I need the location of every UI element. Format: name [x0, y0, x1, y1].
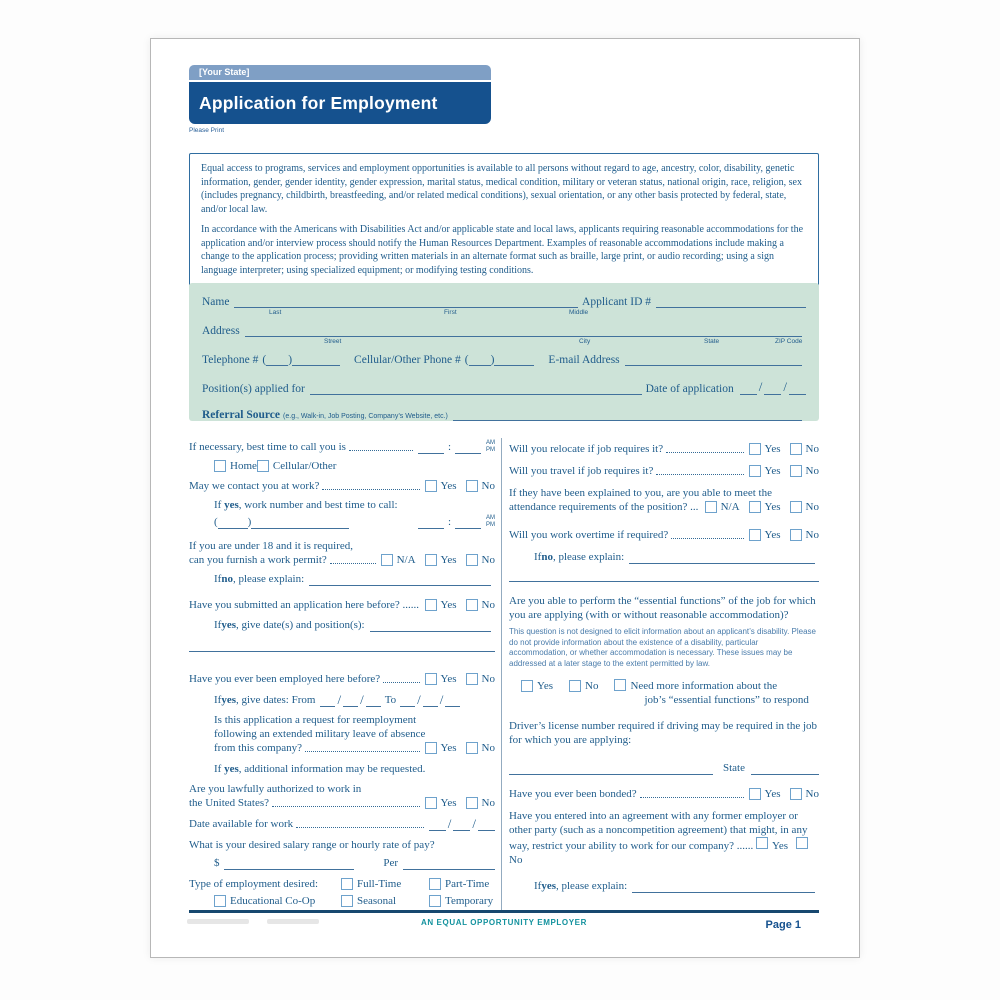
question-authorized: Are you lawfully authorized to work in the United States? Yes No [189, 783, 495, 809]
question-attendance: If they have been explained to you, are you able to meet the attendance requirements of the position? ... N/A Yes No [509, 487, 819, 513]
yes-checkbox[interactable] [749, 501, 761, 513]
temporary-checkbox[interactable] [429, 895, 441, 907]
to-date-field[interactable] [423, 695, 438, 707]
to-date-field[interactable] [445, 695, 460, 707]
application-date-field[interactable] [764, 383, 781, 395]
notice-paragraph-2: In accordance with the Americans with Disabilities Act and/or applicable state and local laws, applicants requiring reasonable accommodations for the application and/or interview process should notify the Human Resources Department. Examples of reasonable accommodations include making a change to the application process; providing written materials in an alternate format such as braille, large print, or audio recording; using a sign language interpreter; using specialized equipment; or modifying testing conditions. [201, 224, 804, 276]
essential-functions-note: This question is not designed to elicit information about an applicant’s disability. Please do not provide information about the existence of a disability, particular accommodation, or whether accommodation is necessary. These issues may be addressed at a later stage to the extent permitted by law. [509, 627, 816, 668]
sublabel-state: State [704, 338, 720, 345]
bold-word: yes [221, 619, 236, 631]
sublabel-zip: ZIP Code [775, 338, 803, 345]
work-best-time-field[interactable] [455, 517, 481, 529]
if-yes-give-dates: If yes , give dates: From / / To / / [189, 693, 495, 707]
colon: : [447, 441, 451, 453]
question-travel: Will you travel if job requires it? Yes No [509, 465, 819, 477]
if-yes-additional-info: If yes, additional information may be requested. [214, 763, 426, 775]
page-number: Page 1 [765, 919, 801, 931]
question-submitted-before: Have you submitted an application here before? ...... Yes No [189, 599, 495, 611]
available-date-field[interactable] [478, 819, 495, 831]
no-checkbox[interactable] [466, 797, 478, 809]
referral-source-hint: (e.g., Walk-in, Job Posting, Company’s Website, etc.) [283, 413, 448, 420]
cellular-label: Cellular/Other Phone # [354, 354, 461, 366]
dot-leader [640, 797, 744, 798]
continuation-line-field[interactable] [509, 580, 819, 582]
dates-positions-field[interactable] [370, 619, 491, 632]
question-text: Have you ever been employed here before? [189, 673, 381, 685]
dot-leader [383, 682, 419, 683]
dot-leader [349, 450, 413, 451]
question-reemployment: Is this application a request for reemployment following an extended military leave of absence from this company? Yes No [214, 714, 495, 754]
if-yes-explain: If yes , please explain: [509, 879, 819, 893]
name-label: Name [202, 296, 230, 308]
explain-field[interactable] [632, 880, 815, 893]
question-essential-functions: Are you able to perform the “essential functions” of the job for which you are applying (with or without reasonable accommodation)? [509, 595, 816, 621]
na-checkbox[interactable] [705, 501, 717, 513]
seasonal-checkbox[interactable] [341, 895, 353, 907]
address-label: Address [202, 325, 240, 337]
best-time-field[interactable] [418, 442, 444, 454]
question-text: Date available for work [189, 818, 294, 830]
am-pm-label: AM PM [486, 440, 495, 453]
yes-checkbox[interactable] [749, 465, 761, 477]
yes-checkbox[interactable] [425, 599, 437, 611]
no-checkbox[interactable] [466, 673, 478, 685]
bold-word: no [541, 551, 553, 563]
home-checkbox[interactable] [214, 460, 226, 472]
question-contact-at-work: May we contact you at work? Yes No [189, 480, 495, 492]
paren: ) [490, 354, 495, 366]
essential-functions-options: Yes No Need more information about the job’s “essential functions” to respond [509, 679, 819, 707]
employment-type-row-1: Type of employment desired: Full-Time Part-Time [189, 878, 490, 890]
no-checkbox[interactable] [790, 501, 802, 513]
state-label: State [723, 762, 745, 774]
explain-field[interactable] [629, 551, 815, 564]
question-work-permit: If you are under 18 and it is required, can you furnish a work permit? N/A Yes No [189, 540, 495, 566]
if-yes-work-number: If yes, work number and best time to call: [214, 499, 398, 511]
yes-checkbox[interactable] [756, 837, 768, 849]
available-date-field[interactable] [453, 819, 470, 831]
license-state-field[interactable] [751, 762, 819, 775]
yes-checkbox[interactable] [521, 680, 533, 692]
best-time-field[interactable] [455, 442, 481, 454]
dot-leader [656, 474, 743, 475]
slash: / [783, 379, 787, 394]
identity-section [189, 283, 819, 421]
question-employed-before: Have you ever been employed here before? Yes No [189, 673, 495, 685]
sublabel-street: Street [324, 338, 342, 345]
yes-checkbox[interactable] [749, 788, 761, 800]
question-relocate: Will you relocate if job requires it? Yes No [509, 443, 819, 455]
dot-leader [305, 751, 420, 752]
salary-amount-field[interactable] [224, 857, 354, 870]
paren: ( [464, 354, 469, 366]
equal-opportunity-employer-text: AN EQUAL OPPORTUNITY EMPLOYER [420, 918, 587, 927]
yes-checkbox[interactable] [425, 480, 437, 492]
no-checkbox[interactable] [790, 788, 802, 800]
name-row [202, 295, 806, 308]
employment-type-label: Type of employment desired: [189, 878, 319, 890]
referral-source-label: Referral Source [202, 409, 281, 421]
if-no-explain: If no , please explain: [509, 550, 819, 564]
question-noncompete: Have you entered into an agreement with any former employer or other party (such as a noncompetition agreement) that might, in any way, restrict your ability to work for our company? ...... Yes No [509, 810, 808, 866]
yes-checkbox[interactable] [425, 742, 437, 754]
sublabel-middle: Middle [569, 309, 589, 316]
question-bonded: Have you ever been bonded? Yes No [509, 788, 819, 800]
full-time-checkbox[interactable] [341, 878, 353, 890]
per-label: Per [383, 857, 398, 869]
need-more-info-checkbox[interactable] [614, 679, 626, 691]
question-text: Will you work overtime if required? [509, 529, 669, 541]
available-date-field[interactable] [429, 819, 446, 831]
salary-fields [189, 856, 495, 870]
yes-checkbox[interactable] [425, 673, 437, 685]
dollar-sign: $ [214, 857, 220, 869]
dot-leader [666, 452, 743, 453]
question-text: May we contact you at work? [189, 480, 320, 492]
yes-checkbox[interactable] [425, 797, 437, 809]
application-date-field[interactable] [789, 383, 806, 395]
no-checkbox[interactable] [466, 554, 478, 566]
sublabel-first: First [444, 309, 457, 316]
from-date-field[interactable] [366, 695, 381, 707]
referral-source-field[interactable] [453, 408, 802, 421]
educational-coop-checkbox[interactable] [214, 895, 226, 907]
question-drivers-license: Driver’s license number required if driving may be required in the job for which you are applying: [509, 720, 818, 746]
state-tag-label: [Your State] [199, 67, 250, 77]
dot-leader [322, 489, 419, 490]
no-checkbox[interactable] [790, 465, 802, 477]
question-text: If necessary, best time to call you is [189, 441, 346, 453]
call-location-options [189, 459, 495, 473]
paren: ( [262, 354, 267, 366]
if-yes-dates-positions: If yes , give date(s) and position(s): [189, 618, 495, 632]
cellular-number-field[interactable] [494, 353, 534, 366]
positions-label: Position(s) applied for [202, 383, 305, 395]
phone-row [202, 353, 806, 366]
no-checkbox[interactable] [790, 443, 802, 455]
telephone-area-field[interactable] [266, 353, 288, 366]
question-best-time [189, 440, 495, 454]
question-date-available: Date available for work / / [189, 817, 495, 831]
cellular-other-label: Cellular/Other [272, 460, 337, 472]
name-sublabels [202, 308, 806, 318]
from-date-field[interactable] [343, 695, 358, 707]
notice-paragraph-1: Equal access to programs, services and employment opportunities is available to all persons without regard to age, ancestry, color, disability, genetic information, gender, gender identity, gender expression, marital status, medical condition, military or veteran status, national origin, race, religion, sex (includes pregnancy, childbirth, breastfeeding, and/or related medical conditions), sexual orientation, or any other basis protected by federal, state, and/or local law. [201, 163, 802, 215]
positions-field[interactable] [310, 382, 642, 395]
no-checkbox[interactable] [796, 837, 808, 849]
column-divider [501, 438, 502, 910]
yes-checkbox[interactable] [749, 443, 761, 455]
bold-word: yes [221, 694, 236, 706]
address-row [202, 324, 806, 337]
telephone-label: Telephone # [202, 354, 259, 366]
explain-field[interactable] [309, 573, 491, 586]
if-no-explain: If no , please explain: [189, 572, 495, 586]
slash: / [758, 379, 763, 394]
no-checkbox[interactable] [569, 680, 581, 692]
work-number-fields [189, 515, 495, 529]
yes-checkbox[interactable] [749, 529, 761, 541]
license-fields [509, 761, 819, 775]
address-field[interactable] [245, 324, 802, 337]
home-label: Home [230, 460, 257, 472]
email-label: E-mail Address [548, 354, 620, 366]
work-number-field[interactable] [251, 516, 349, 529]
paren: ( [214, 516, 218, 528]
sublabel-city: City [579, 338, 591, 345]
license-number-field[interactable] [509, 762, 713, 775]
no-checkbox[interactable] [466, 480, 478, 492]
right-column [509, 438, 819, 911]
position-row [202, 379, 806, 395]
question-text: Will you travel if job requires it? [509, 465, 654, 477]
question-text: Have you ever been bonded? [509, 788, 637, 800]
to-label: To [384, 694, 397, 706]
equal-access-notice-box [189, 153, 819, 286]
form-title-banner [189, 82, 491, 124]
application-date-field[interactable] [740, 383, 757, 395]
form-page [150, 38, 860, 958]
salary-per-field[interactable] [403, 857, 495, 870]
question-text: Have you submitted an application here before? ...... [189, 599, 420, 611]
referral-row [202, 408, 806, 421]
dot-leader [330, 563, 376, 564]
part-time-checkbox[interactable] [429, 878, 441, 890]
question-salary: What is your desired salary range or hourly rate of pay? [189, 839, 435, 851]
continuation-line-field[interactable] [189, 650, 495, 652]
bold-word: no [221, 573, 233, 585]
left-column [189, 438, 495, 908]
state-tag-banner [189, 65, 491, 80]
employment-type-row-2: Educational Co-Op Seasonal Temporary [189, 894, 495, 908]
dot-leader [296, 827, 424, 828]
applicant-id-label: Applicant ID # [582, 296, 651, 308]
cellular-other-checkbox[interactable] [257, 460, 269, 472]
na-checkbox[interactable] [381, 554, 393, 566]
bold-word: yes [224, 763, 239, 775]
bold-word: yes [224, 499, 239, 511]
form-title: Application for Employment [199, 93, 438, 113]
am-pm-label: AM PM [486, 515, 495, 528]
to-date-field[interactable] [400, 695, 415, 707]
bold-word: yes [541, 880, 556, 892]
no-checkbox[interactable] [466, 742, 478, 754]
paren: ) [247, 516, 252, 528]
work-area-field[interactable] [218, 516, 248, 529]
no-checkbox[interactable] [466, 599, 478, 611]
work-best-time-field[interactable] [418, 517, 444, 529]
email-field[interactable] [625, 353, 802, 366]
footer-rule [189, 910, 819, 913]
from-date-field[interactable] [320, 695, 335, 707]
applicant-id-field[interactable] [656, 295, 806, 308]
question-text: Will you relocate if job requires it? [509, 443, 664, 455]
colon: : [447, 516, 451, 528]
telephone-number-field[interactable] [292, 353, 340, 366]
date-of-application-label: Date of application [645, 383, 734, 395]
yes-checkbox[interactable] [425, 554, 437, 566]
name-field[interactable] [234, 295, 578, 308]
sublabel-last: Last [269, 309, 282, 316]
dot-leader [671, 538, 743, 539]
please-print-note: Please Print [189, 127, 225, 134]
no-checkbox[interactable] [790, 529, 802, 541]
paren: ) [288, 354, 293, 366]
cellular-area-field[interactable] [469, 353, 491, 366]
question-overtime: Will you work overtime if required? Yes No [509, 529, 819, 541]
dot-leader [272, 806, 419, 807]
address-sublabels [202, 337, 806, 347]
